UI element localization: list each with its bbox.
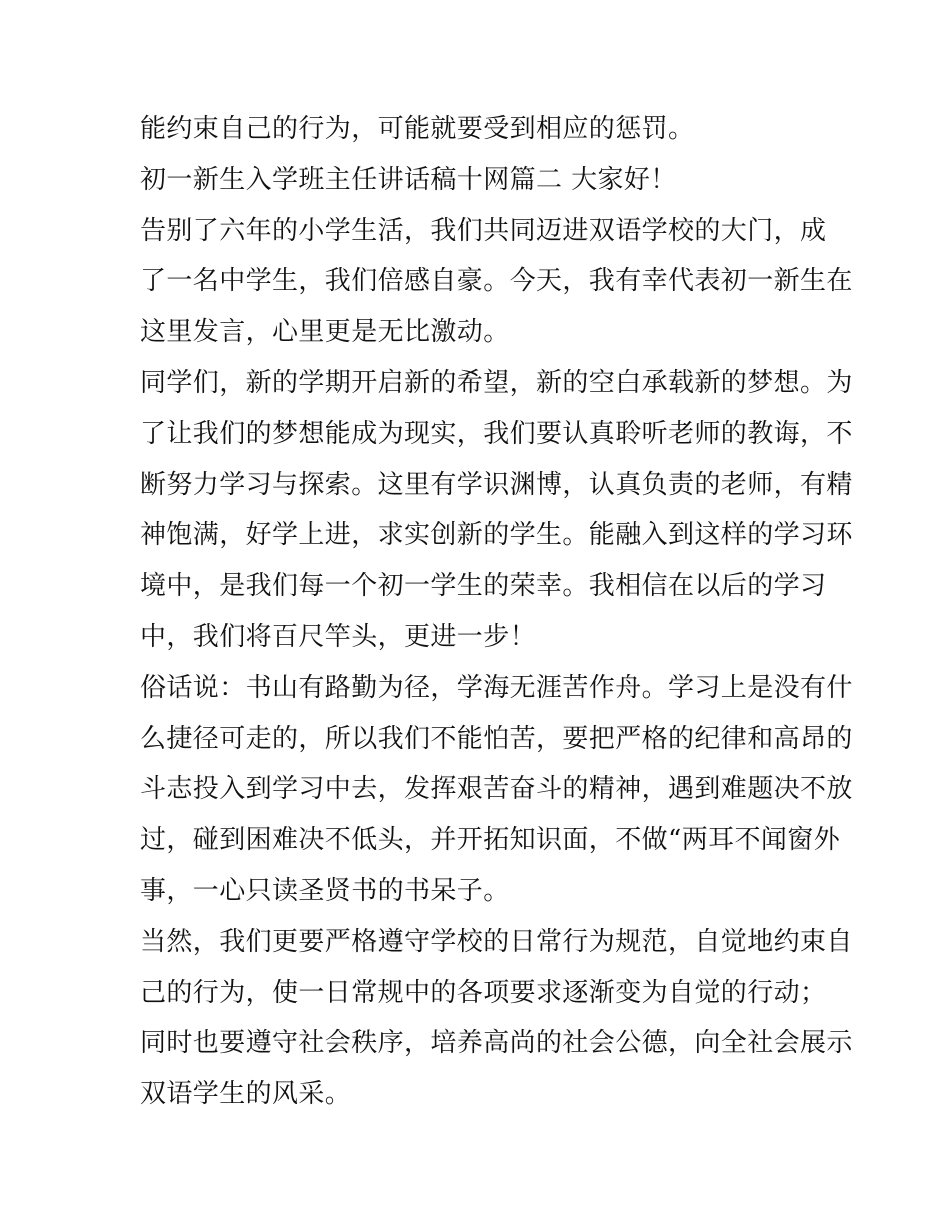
document-body: [140, 104, 853, 1120]
text-line: 双语学生的风采。: [140, 1079, 352, 1110]
text-line: 么捷径可走的，所以我们不能怕苦，要把严格的纪律和高昂的: [140, 723, 853, 754]
text-line: 当然，我们更要严格遵守学校的日常行为规范，自觉地约束自: [140, 926, 853, 957]
text-line: 能约束自己的行为，可能就要受到相应的惩罚。: [140, 114, 695, 144]
text-line: 同时也要遵守社会秩序，培养高尚的社会公德，向全社会展示: [140, 1028, 853, 1059]
text-line: 己的行为，使一日常规中的各项要求逐渐变为自觉的行动；: [140, 977, 827, 1008]
text-line: 事，一心只读圣贤书的书呆子。: [140, 875, 510, 906]
text-line: 斗志投入到学习中去，发挥艰苦奋斗的精神，遇到难题决不放: [140, 774, 853, 805]
text-line: 境中，是我们每一个初一学生的荣幸。我相信在以后的学习: [140, 571, 827, 602]
text-line: 了一名中学生，我们倍感自豪。今天，我有幸代表初一新生在: [140, 266, 853, 297]
text-line: 神饱满，好学上进，求实创新的学生。能融入到这样的学习环: [140, 520, 853, 551]
text-line: 中，我们将百尺竿头，更进一步！: [140, 621, 537, 652]
text-line: 过，碰到困难决不低头，并开拓知识面，不做“两耳不闻窗外: [140, 825, 841, 856]
text-line: 同学们，新的学期开启新的希望，新的空白承载新的梦想。为: [140, 367, 853, 398]
text-line: 告别了六年的小学生活，我们共同迈进双语学校的大门，成: [140, 215, 827, 246]
text-line: 断努力学习与探索。这里有学识渊博，认真负责的老师，有精: [140, 469, 853, 500]
text-line: 俗话说：书山有路勤为径，学海无涯苦作舟。学习上是没有什: [140, 672, 853, 703]
text-line: 这里发言，心里更是无比激动。: [140, 317, 510, 348]
section-heading-line: 初一新生入学班主任讲话稿十网篇二 大家好！: [140, 164, 677, 195]
text-line: 了让我们的梦想能成为现实，我们要认真聆听老师的教诲，不: [140, 418, 853, 449]
